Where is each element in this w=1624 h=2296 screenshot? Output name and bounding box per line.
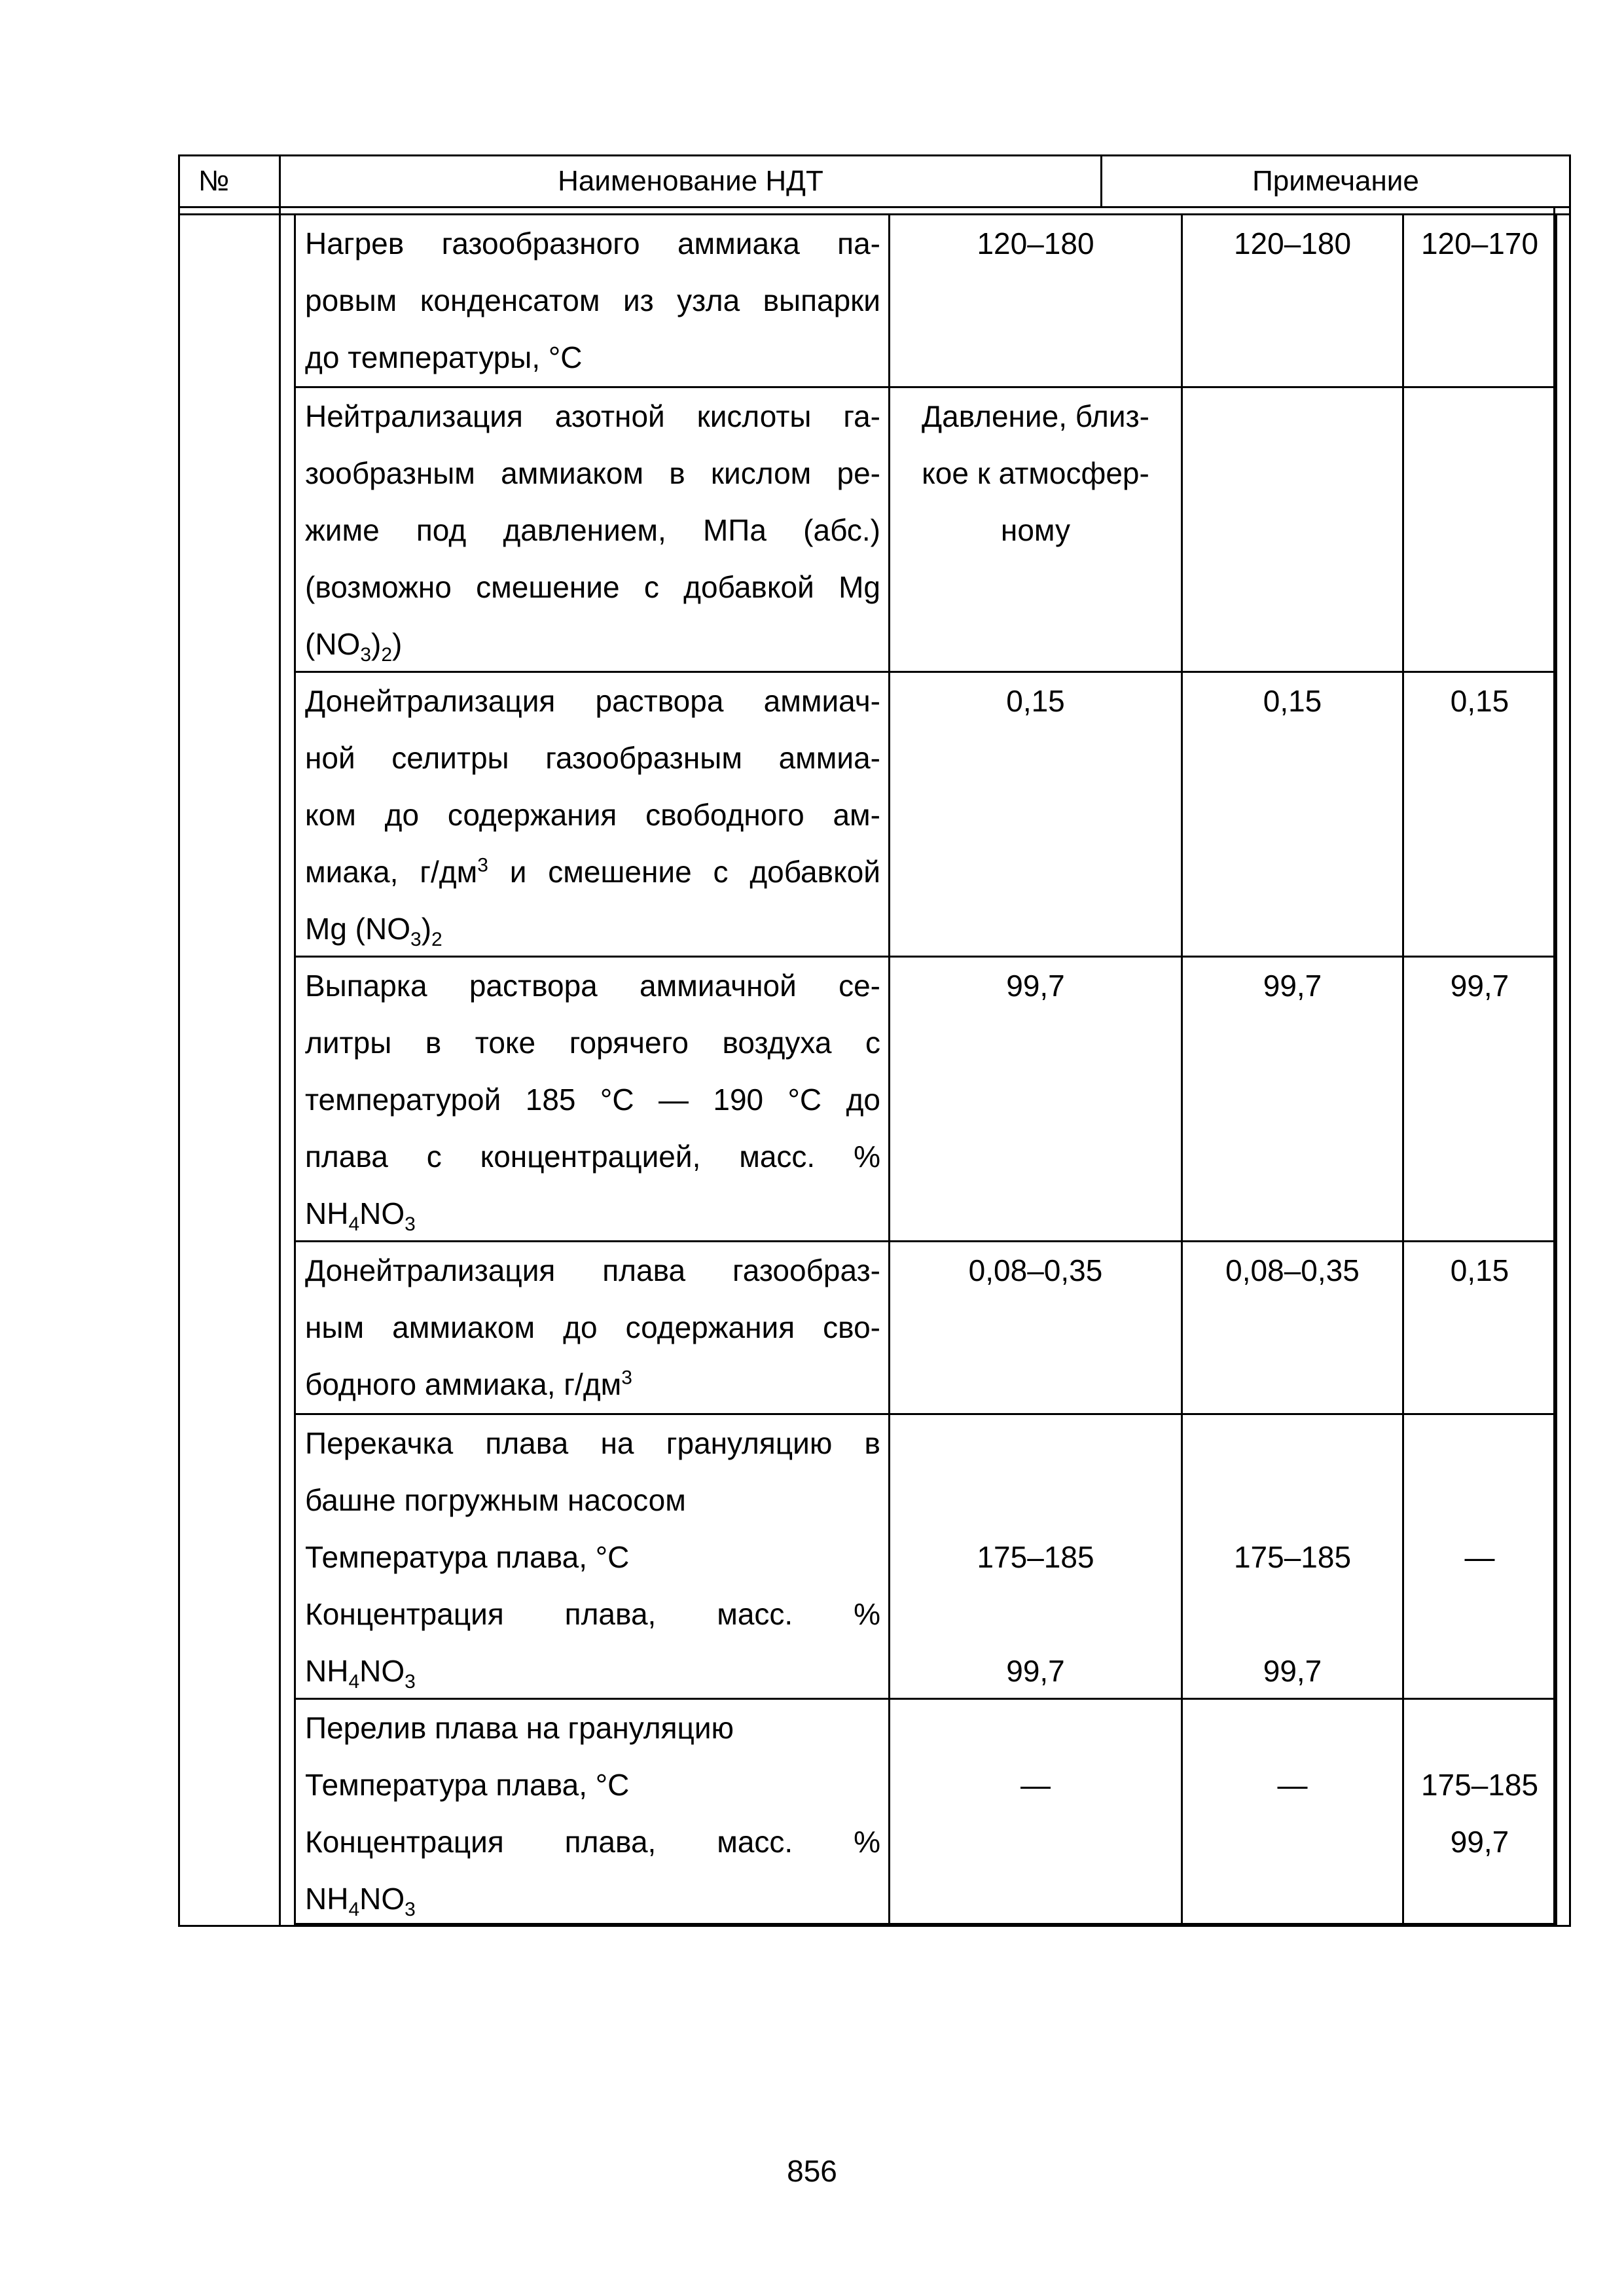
cell-description: Выпарка раствора аммиачной се- литры в токе горячего воздуха с температурой 185 °С — 190 °С до плава с концентрацией, масс. % $NH_4NO_3$ [296, 958, 890, 1240]
frame-divider-number [279, 208, 281, 1925]
cell-value-2 [1183, 388, 1404, 671]
cell-value-1: 120–180 [890, 215, 1183, 386]
cell-value-2: 120–180 [1183, 215, 1404, 386]
cell-value-1: — [890, 1700, 1183, 1923]
cell-value-3: 99,7 [1450, 969, 1509, 1003]
header-number: № [180, 156, 281, 206]
cell-description: Донейтрализация плава газообраз- ным аммиаком до содержания сво- бодного аммиака, $г/дм^3$ [296, 1242, 890, 1413]
table-row [296, 958, 1555, 1242]
cell-description: Перекачка плава на грануляцию в башне погружным насосом Температура плава, °С Концентрация плава, масс. % $NH_4NO_3$ [296, 1415, 890, 1698]
cell-value-3: 0,15 [1450, 1253, 1509, 1287]
cell-value-2: — [1183, 1700, 1404, 1923]
cell-value-2: 0,08–0,35 [1183, 1242, 1404, 1413]
header-note: Примечание [1252, 165, 1419, 197]
table-row [296, 673, 1555, 958]
cell-value-2: 99,7 [1183, 958, 1404, 1240]
cell-value-3: 120–170 [1420, 226, 1539, 260]
header-name: Наименование НДТ [281, 156, 1102, 206]
cell-value-1: 0,15 [890, 673, 1183, 956]
cell-value-3: — [1464, 1540, 1495, 1574]
table-row [296, 1415, 1555, 1700]
ndt-table [294, 213, 1557, 1925]
cell-value-1: Давление, близ- кое к атмосфер- ному [890, 388, 1183, 671]
cell-description: Нейтрализация азотной кислоты га- зообразным аммиаком в кислом ре- жиме под давлением, МПа (абс.) (возможно смешение с добавкой Mg $(NO_3)_2$) [296, 388, 890, 671]
table-row [296, 1700, 1555, 1923]
cell-description: Нагрев газообразного аммиака па- ровым конденсатом из узла выпарки до температуры, °С [296, 215, 890, 386]
cell-value-3: 175–185 99,7 [1420, 1768, 1539, 1859]
page-number: 856 [787, 2154, 837, 2188]
table-row [296, 215, 1555, 388]
cell-value-3: 0,15 [1450, 684, 1509, 718]
table-row [296, 1242, 1555, 1415]
table-row [296, 388, 1555, 673]
cell-value-1: 99,7 [890, 958, 1183, 1240]
table-header [178, 154, 1571, 208]
cell-description: Донейтрализация раствора аммиач- ной селитры газообразным аммиа- ком до содержания свободного ам- миака, $г/дм^3$ и смешение с добавкой Mg $(NO_3)_2$ [296, 673, 890, 956]
cell-value-1: 0,08–0,35 [890, 1242, 1183, 1413]
cell-value-1: 175–185 99,7 [890, 1415, 1183, 1698]
cell-value-2: 0,15 [1183, 673, 1404, 956]
cell-description: Перелив плава на грануляцию Температура плава, °С Концентрация плава, масс. % $NH_4NO_3$ [296, 1700, 890, 1923]
cell-value-3 [1404, 388, 1555, 671]
cell-value-2: 175–185 99,7 [1183, 1415, 1404, 1698]
